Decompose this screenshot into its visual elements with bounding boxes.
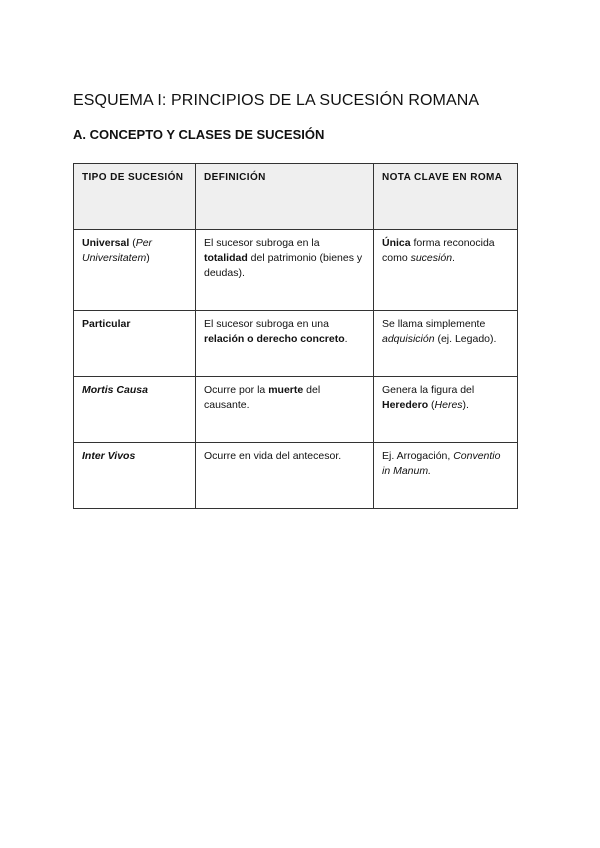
nota-text: Se llama simplemente [382, 318, 486, 330]
nota-text: Genera la figura del [382, 384, 475, 396]
def-emphasis: muerte [268, 384, 304, 396]
cell-definicion [196, 443, 374, 509]
cell-tipo [74, 377, 196, 443]
nota-text: ). [462, 399, 469, 411]
def-emphasis: relación o derecho concreto [204, 333, 345, 345]
def-text: del patrimonio (bienes y deudas). [204, 252, 363, 279]
table-row-mortis-causa [74, 377, 518, 443]
cell-definicion [196, 311, 374, 377]
table-row-particular [74, 311, 518, 377]
nota-text: (ej. Legado). [434, 333, 497, 345]
section-heading: A. CONCEPTO Y CLASES DE SUCESIÓN [73, 127, 325, 142]
def-text: El sucesor subroga en una [204, 318, 329, 330]
def-text: . [344, 333, 348, 345]
table-header-row [74, 164, 518, 230]
nota-emphasis: Heredero [382, 399, 429, 411]
nota-text: Ej. Arrogación, [382, 450, 454, 462]
tipo-name: Particular [82, 318, 131, 330]
tipo-name: Mortis Causa [82, 384, 148, 396]
nota-text: forma reconocida como [382, 237, 495, 264]
def-emphasis: totalidad [204, 252, 248, 264]
cell-tipo [74, 443, 196, 509]
nota-italic: Conventio in Manum. [382, 450, 501, 477]
nota-italic: Heres [434, 399, 463, 411]
succession-types-table [73, 163, 518, 509]
def-text: del causante. [204, 384, 321, 411]
tipo-paren-close: ) [146, 252, 150, 264]
header-tipo: TIPO DE SUCESIÓN [74, 164, 196, 230]
def-text: Ocurre por la [204, 384, 269, 396]
cell-tipo [74, 311, 196, 377]
nota-text: ( [428, 399, 435, 411]
nota-italic: sucesión [410, 252, 453, 264]
nota-text: . [452, 252, 455, 264]
tipo-latin: Per Universitatem [82, 237, 153, 264]
table-row-inter-vivos [74, 443, 518, 509]
header-definicion: DEFINICIÓN [196, 164, 374, 230]
tipo-name: Universal [82, 237, 130, 249]
nota-italic: adquisición [382, 333, 435, 345]
cell-definicion [196, 230, 374, 311]
cell-nota [374, 311, 518, 377]
table-row-universal [74, 230, 518, 311]
def-text: El sucesor subroga en la [204, 237, 320, 249]
cell-tipo [74, 230, 196, 311]
def-text: Ocurre en vida del antecesor. [204, 450, 342, 462]
cell-nota [374, 230, 518, 311]
header-nota: NOTA CLAVE EN ROMA [374, 164, 518, 230]
cell-nota [374, 377, 518, 443]
cell-definicion [196, 377, 374, 443]
tipo-paren-open: ( [129, 237, 136, 249]
tipo-name: Inter Vivos [82, 450, 136, 462]
cell-nota [374, 443, 518, 509]
nota-emphasis: Única [382, 237, 411, 249]
page-title: ESQUEMA I: PRINCIPIOS DE LA SUCESIÓN ROMANA [73, 92, 480, 109]
